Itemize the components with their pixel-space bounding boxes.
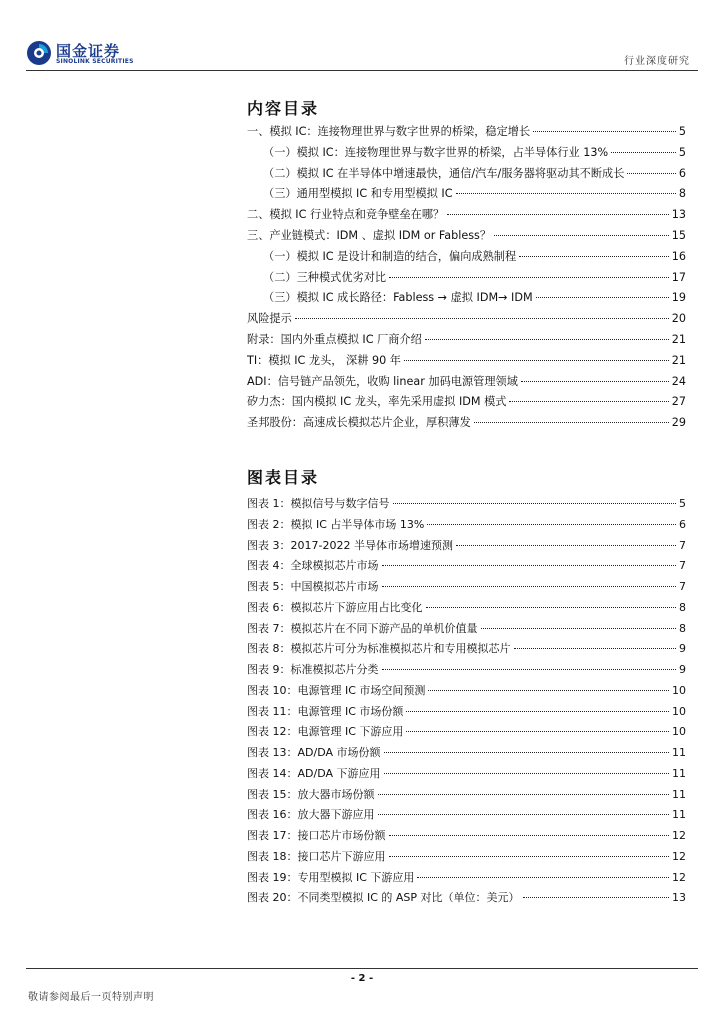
dot-leader <box>481 628 677 629</box>
toc-entry[interactable] <box>247 269 686 290</box>
dot-leader <box>378 814 670 815</box>
toc-entry-text: （一）模拟 IC：连接物理世界与数字世界的桥梁，占半导体行业 13% <box>263 145 609 159</box>
figure-entry-page: 9 <box>679 663 686 676</box>
dot-leader <box>384 752 670 753</box>
figure-entry[interactable] <box>247 682 686 703</box>
figure-entry-page: 9 <box>679 642 686 656</box>
figure-entry[interactable] <box>247 806 686 827</box>
toc-entry[interactable] <box>247 393 686 414</box>
figure-entry-text: 图表 3：2017-2022 半导体市场增速预测 <box>247 538 453 552</box>
footer-disclaimer: 敬请参阅最后一页特别声明 <box>28 992 154 1003</box>
toc-entry[interactable] <box>247 227 686 248</box>
dot-leader <box>295 318 669 319</box>
dot-leader <box>533 131 676 132</box>
figure-entry[interactable] <box>247 620 686 641</box>
toc-entry-page: 5 <box>678 125 686 138</box>
toc-entry-page: 29 <box>671 416 686 430</box>
dot-leader <box>494 235 669 236</box>
figure-entry-page: 7 <box>679 538 686 552</box>
page-number: - 2 - <box>350 973 374 984</box>
figure-entry-page: 11 <box>672 787 686 801</box>
figure-entry-page: 13 <box>672 891 686 905</box>
header-divider <box>26 70 698 71</box>
toc-entry-text: 圣邦股份：高速成长模拟芯片企业，厚积薄发 <box>247 416 471 430</box>
figure-entry[interactable] <box>247 599 686 620</box>
figure-entry-text: 图表 13：AD/DA 市场份额 <box>247 746 381 759</box>
toc-entry[interactable] <box>247 331 686 352</box>
figure-list-title: 图表目录 <box>247 468 320 487</box>
dot-leader <box>406 731 669 732</box>
toc-entry-page: 20 <box>671 312 686 326</box>
dot-leader <box>389 835 670 836</box>
toc-entry-page: 19 <box>671 291 686 305</box>
toc-entry[interactable] <box>247 165 686 186</box>
dot-leader <box>523 897 669 898</box>
figure-entry-text: 图表 2：模拟 IC 占半导体市场 13% <box>247 517 425 531</box>
dot-leader <box>427 524 676 525</box>
figure-entry-page: 10 <box>672 704 686 718</box>
toc-entry[interactable] <box>247 289 686 310</box>
toc-entry-page: 5 <box>678 145 686 159</box>
dot-leader <box>447 214 669 215</box>
figure-entry-text: 图表 20：不同类型模拟 IC 的 ASP 对比（单位：美元） <box>247 891 520 905</box>
dot-leader <box>382 669 677 670</box>
footer-divider <box>26 968 698 969</box>
figure-entry-page: 7 <box>679 580 686 593</box>
toc-entry-text: 一、模拟 IC：连接物理世界与数字世界的桥梁，稳定增长 <box>247 125 531 138</box>
figure-entry-page: 11 <box>672 766 686 780</box>
figure-entry[interactable] <box>247 537 686 558</box>
figure-entry-page: 7 <box>679 559 686 573</box>
figure-entry-text: 图表 16：放大器下游应用 <box>247 808 375 822</box>
toc-entry[interactable] <box>247 373 686 394</box>
figure-entry-text: 图表 10：电源管理 IC 市场空间预测 <box>247 683 426 697</box>
toc-entry-text: （一）模拟 IC 是设计和制造的结合，偏向成熟制程 <box>263 249 517 263</box>
figure-entry[interactable] <box>247 578 686 599</box>
figure-entry[interactable] <box>247 848 686 869</box>
figure-entry-page: 12 <box>672 870 686 884</box>
figure-entry-text: 图表 1：模拟信号与数字信号 <box>247 497 390 510</box>
figure-entry-page: 5 <box>679 497 686 510</box>
toc-entry-text: （二）三种模式优劣对比 <box>263 270 387 284</box>
sinolink-logo-icon <box>26 40 52 66</box>
figure-entry[interactable] <box>247 557 686 578</box>
figure-entry[interactable] <box>247 661 686 682</box>
toc-entry-text: TI：模拟 IC 龙头， 深耕 90 年 <box>247 353 401 367</box>
figure-entry-page: 6 <box>679 517 686 531</box>
figure-entry[interactable] <box>247 723 686 744</box>
figure-entry-text: 图表 6：模拟芯片下游应用占比变化 <box>247 600 423 614</box>
toc-entry-text: 二、模拟 IC 行业特点和竞争壁垒在哪？ <box>247 208 445 222</box>
toc-entry-text: 附录：国内外重点模拟 IC 厂商介绍 <box>247 332 422 346</box>
figure-entry-page: 10 <box>672 683 686 697</box>
toc-entry-text: 矽力杰：国内模拟 IC 龙头，率先采用虚拟 IDM 模式 <box>247 395 507 409</box>
figure-entry-text: 图表 4：全球模拟芯片市场 <box>247 559 379 573</box>
dot-leader <box>509 401 668 402</box>
toc-entry[interactable] <box>247 123 686 144</box>
figure-entry-text: 图表 7：模拟芯片在不同下游产品的单机价值量 <box>247 621 478 635</box>
toc-entry-text: （三）模拟 IC 成长路径：Fabless → 虚拟 IDM→ IDM <box>263 291 533 305</box>
dot-leader <box>404 360 669 361</box>
figure-list <box>247 495 686 910</box>
toc-entry-text: （二）模拟 IC 在半导体中增速最快，通信/汽车/服务器将驱动其不断成长 <box>263 166 625 180</box>
figure-entry-text: 图表 19：专用型模拟 IC 下游应用 <box>247 870 415 884</box>
figure-entry[interactable] <box>247 640 686 661</box>
dot-leader <box>536 297 669 298</box>
figure-entry-text: 图表 5：中国模拟芯片市场 <box>247 580 379 593</box>
toc-entry[interactable] <box>247 206 686 227</box>
toc-entry[interactable] <box>247 144 686 165</box>
figure-entry-text: 图表 17：接口芯片市场份额 <box>247 829 386 842</box>
toc-title: 内容目录 <box>247 99 320 118</box>
figure-entry-page: 12 <box>672 849 686 863</box>
dot-leader <box>521 381 669 382</box>
dot-leader <box>519 256 669 257</box>
figure-entry[interactable] <box>247 786 686 807</box>
dot-leader <box>425 339 669 340</box>
dot-leader <box>378 794 670 795</box>
toc-entry[interactable] <box>247 185 686 206</box>
figure-entry-text: 图表 15：放大器市场份额 <box>247 787 375 801</box>
company-logo <box>26 40 136 70</box>
toc-entry-page: 21 <box>671 332 686 346</box>
dot-leader <box>406 711 669 712</box>
toc-entry-page: 13 <box>671 208 686 222</box>
toc-entry-page: 16 <box>671 249 686 263</box>
toc-entry[interactable] <box>247 310 686 331</box>
toc-entry-text: 三、产业链模式：IDM 、虚拟 IDM or Fabless？ <box>247 228 492 242</box>
dot-leader <box>393 503 677 504</box>
dot-leader <box>389 277 669 278</box>
dot-leader <box>611 152 676 153</box>
figure-entry-text: 图表 18：接口芯片下游应用 <box>247 849 386 863</box>
figure-entry-text: 图表 12：电源管理 IC 下游应用 <box>247 725 404 739</box>
logo-english-name: SINOLINK SECURITIES <box>56 58 134 65</box>
toc-entry-text: 风险提示 <box>247 312 292 326</box>
dot-leader <box>382 586 677 587</box>
toc-entry-page: 27 <box>671 395 686 409</box>
figure-entry[interactable] <box>247 744 686 765</box>
dot-leader <box>382 565 677 566</box>
dot-leader <box>428 690 669 691</box>
figure-entry-page: 12 <box>672 829 686 842</box>
figure-entry-page: 8 <box>679 621 686 635</box>
dot-leader <box>456 545 676 546</box>
figure-entry-text: 图表 9：标准模拟芯片分类 <box>247 663 379 676</box>
toc-entry-text: （三）通用型模拟 IC 和专用型模拟 IC <box>263 187 453 201</box>
toc-entry-page: 24 <box>671 374 686 388</box>
dot-leader <box>456 193 676 194</box>
figure-entry[interactable] <box>247 869 686 890</box>
dot-leader <box>514 648 677 649</box>
toc-entry[interactable] <box>247 414 686 435</box>
dot-leader <box>417 877 669 878</box>
figure-entry[interactable] <box>247 889 686 910</box>
figure-entry-page: 10 <box>672 725 686 739</box>
figure-entry-text: 图表 11：电源管理 IC 市场份额 <box>247 704 404 718</box>
toc-entry[interactable] <box>247 352 686 373</box>
figure-entry[interactable] <box>247 827 686 848</box>
toc-entry[interactable] <box>247 248 686 269</box>
figure-entry-page: 11 <box>672 808 686 822</box>
figure-entry-text: 图表 8：模拟芯片可分为标准模拟芯片和专用模拟芯片 <box>247 642 511 656</box>
report-type: 行业深度研究 <box>624 56 690 67</box>
toc-entry-text: ADI：信号链产品领先，收购 linear 加码电源管理领域 <box>247 374 518 388</box>
logo-chinese-name: 国金证券 <box>56 42 121 60</box>
toc-entry-page: 15 <box>671 228 686 242</box>
toc-entry-page: 8 <box>678 187 686 201</box>
dot-leader <box>389 856 670 857</box>
figure-entry-text: 图表 14：AD/DA 下游应用 <box>247 766 381 780</box>
dot-leader <box>426 607 677 608</box>
figure-entry[interactable] <box>247 703 686 724</box>
figure-entry[interactable] <box>247 765 686 786</box>
dot-leader <box>627 173 675 174</box>
toc-entry-page: 21 <box>671 353 686 367</box>
figure-entry-page: 11 <box>672 746 686 759</box>
dot-leader <box>384 773 670 774</box>
toc-entry-page: 17 <box>671 270 686 284</box>
figure-entry[interactable] <box>247 495 686 516</box>
dot-leader <box>474 422 669 423</box>
toc-entry-page: 6 <box>678 166 686 180</box>
table-of-contents <box>247 123 686 435</box>
figure-entry-page: 8 <box>679 600 686 614</box>
figure-entry[interactable] <box>247 516 686 537</box>
